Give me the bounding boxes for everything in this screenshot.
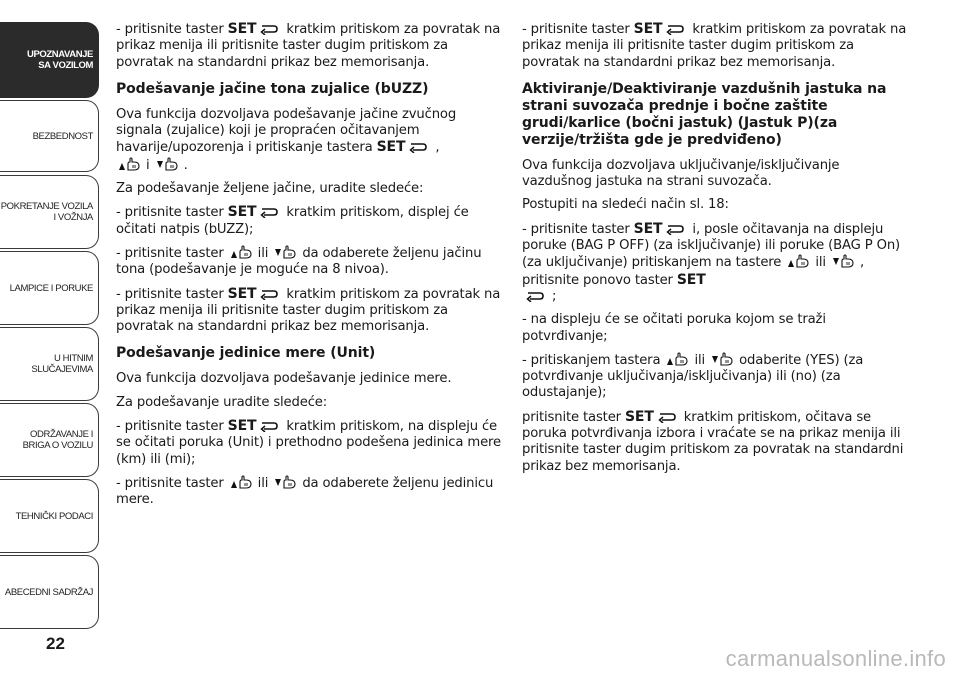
set-return-arrow-icon	[665, 23, 685, 35]
paragraph: Postupiti na sledeći način sl. 18:	[522, 197, 729, 213]
down-button-icon	[156, 157, 178, 171]
tab-upoznavanje-sa-vozilom[interactable]	[0, 22, 99, 98]
tab-odrzavanje-i-briga[interactable]	[0, 403, 99, 477]
left-column	[116, 21, 501, 516]
tab-label: LAMPICE I PORUKE	[9, 282, 93, 294]
set-return-arrow-icon	[259, 420, 279, 432]
right-column	[522, 21, 912, 482]
set-return-arrow-icon	[657, 411, 677, 423]
paragraph: - pritisnite taster ili da odaberete željenu jedinicu mere.	[116, 475, 494, 508]
paragraph: Ova funkcija dozvoljava podešavanje jačine zvučnog signala (zujalice) koji je propraćen očitavanjem havarije/upozorenja i pritiskanje tastera SET , i .	[116, 106, 457, 173]
down-button-icon	[711, 352, 733, 366]
tab-label: UPOZNAVANJE SA VOZILOM	[27, 49, 93, 71]
up-button-icon	[787, 254, 809, 268]
section-heading-buzz: Podešavanje jačine tona zujalice (bUZZ)	[116, 80, 429, 97]
set-return-arrow-icon	[665, 223, 685, 235]
paragraph: - pritisnite taster SET kratkim pritiskom za povratak na prikaz menija ili pritisnite taster dugim pritiskom za povratak na standardni prikaz bez memorisanja.	[116, 21, 501, 70]
page-number: 22	[46, 634, 65, 653]
paragraph: Za podešavanje uradite sledeće:	[116, 394, 328, 410]
set-return-arrow-icon	[259, 206, 279, 218]
up-button-icon	[230, 245, 252, 259]
paragraph: - pritisnite taster SET kratkim pritiskom, displej će očitati natpis (bUZZ);	[116, 204, 469, 237]
down-button-icon	[832, 254, 854, 268]
section-heading-unit: Podešavanje jedinice mere (Unit)	[116, 345, 376, 362]
up-button-icon	[230, 475, 252, 489]
tab-label: BEZBEDNOST	[32, 130, 93, 142]
set-keyword: SET	[227, 21, 257, 37]
tab-pokretanje-vozila[interactable]	[0, 175, 99, 249]
paragraph: pritisnite taster SET kratkim pritiskom, očitava se poruka potvrđivanja izbora i vraćate se na prikaz menija ili pritisnite taster dugim pritiskom za povratak na standardni prikaz bez memorisanja.	[522, 408, 904, 474]
tab-tehnicki-podaci[interactable]	[0, 479, 99, 553]
paragraph: - pritisnite taster SET kratkim pritiskom za povratak na prikaz menija ili pritisnite taster dugim pritiskom za povratak na standardni prikaz bez memorisanja.	[522, 21, 907, 70]
tab-abecedni-sadrzaj[interactable]	[0, 555, 99, 629]
tab-label: POKRETANJE VOZILA I VOŽNJA	[0, 201, 93, 223]
down-button-icon	[274, 245, 296, 259]
paragraph: - pritisnite taster ili da odaberete željenu jačinu tona (podešavanje je moguće na 8 nivoa).	[116, 245, 482, 278]
tab-label: ABECEDNI SADRŽAJ	[4, 586, 93, 598]
set-return-arrow-icon	[259, 23, 279, 35]
paragraph: - pritiskanjem tastera ili odaberite (YES) (za potvrđivanje uključivanja/isključivanja) ili (no) (za odustajanje);	[522, 352, 864, 401]
tab-label: TEHNIČKI PODACI	[15, 510, 93, 522]
set-return-arrow-icon	[408, 141, 428, 153]
set-return-arrow-icon	[525, 290, 545, 302]
tab-label: U HITNIM SLUČAJEVIMA	[31, 353, 93, 375]
tab-label: ODRŽAVANJE I BRIGA O VOZILU	[22, 429, 93, 451]
paragraph: - na displeju će se očitati poruka kojom se traži potvrđivanje;	[522, 312, 826, 344]
tab-lampice-i-poruke[interactable]	[0, 251, 99, 325]
set-return-arrow-icon	[259, 288, 279, 300]
paragraph: Za podešavanje željene jačine, uradite sledeće:	[116, 181, 424, 197]
paragraph: - pritisnite taster SET kratkim pritiskom, na displeju će se očitati poruka (Unit) i prethodno podešena jedinica mere (km) ili (mi);	[116, 418, 501, 467]
section-heading-airbag: Aktiviranje/Deaktiviranje vazdušnih jastuka na strani suvozača prednje i bočne zaštite grudi/karlice (bočni jastuk) (Jastuk P)(za verzije/tržišta gde je predviđeno)	[522, 80, 887, 148]
up-button-icon	[118, 157, 140, 171]
paragraph: Ova funkcija dozvoljava podešavanje jedinice mere.	[116, 371, 452, 387]
paragraph: Ova funkcija dozvoljava uključivanje/isključivanje vazdušnog jastuka na strani suvozača.	[522, 157, 840, 190]
tab-bezbednost[interactable]	[0, 100, 99, 172]
chapter-sidebar	[0, 0, 100, 678]
up-button-icon	[666, 352, 688, 366]
paragraph: - pritisnite taster SET kratkim pritiskom za povratak na prikaz menija ili pritisnite taster dugim pritiskom za povratak na standardni prikaz bez memorisanja.	[116, 285, 501, 335]
tab-u-hitnim-slucajevima[interactable]	[0, 327, 99, 401]
watermark: carmanualsonline.info	[725, 646, 946, 671]
paragraph: - pritisnite taster SET i, posle očitavanja na displeju poruke (BAG P OFF) (za isključivanje) ili poruke (BAG P On) (za uključivanje) pritiskanjem na tastere ili , pritisnite ponovo taster SET ;	[522, 220, 901, 304]
down-button-icon	[274, 475, 296, 489]
